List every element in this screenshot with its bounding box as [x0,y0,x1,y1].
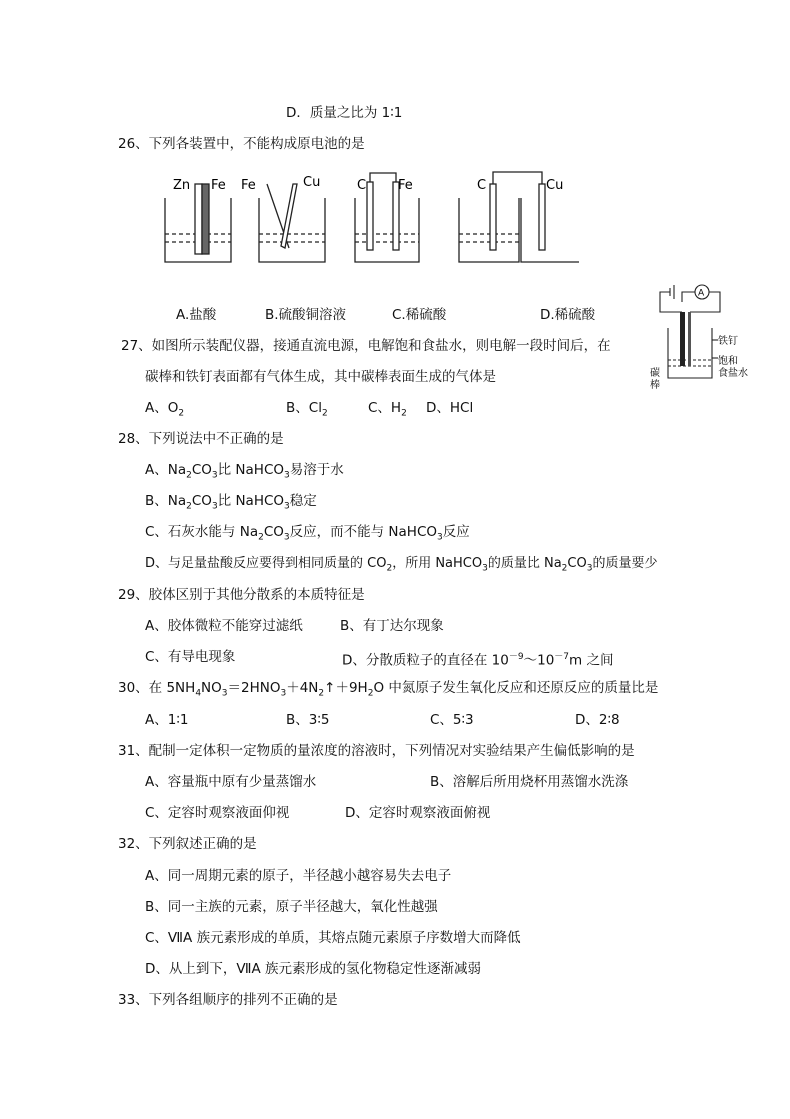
q31-stem: 31、配制一定体积一定物质的量浓度的溶液时，下列情况对实验结果产生偏低影响的是 [118,743,635,759]
q31-option-a: A、容量瓶中原有少量蒸馏水 [145,774,317,790]
q32-option-c: C、ⅦA 族元素形成的单质，其熔点随元素原子序数增大而降低 [145,930,521,946]
beaker-c-right-electrode-label: Fe [398,178,413,193]
q28-stem: 28、下列说法中不正确的是 [118,431,284,447]
q29-option-b: B、有丁达尔现象 [340,618,444,634]
beaker-b-left-electrode-label: Fe [241,178,256,193]
q30-option-d: D、2∶8 [575,712,620,728]
q30-option-b: B、3∶5 [286,712,330,728]
ammeter-label: A [698,288,705,299]
beaker-d-left-electrode-label: C [477,178,487,193]
q27-electrolysis-figure [640,282,760,391]
q33-stem: 33、下列各组顺序的排列不正确的是 [118,992,338,1008]
q26-option-b: B.硫酸铜溶液 [265,307,347,323]
q31-option-d: D、定容时观察液面俯视 [345,805,491,821]
q32-stem: 32、下列叙述正确的是 [118,836,257,852]
q29-stem: 29、胶体区别于其他分散系的本质特征是 [118,587,365,603]
q28-option-b: B、$Na_2CO_3$比 NaHCO$_3$稳定 [145,493,317,512]
q27-stem-line1: 27、如图所示装配仪器，接通直流电源，电解饱和食盐水，则电解一段时间后，在 [121,338,611,354]
q29-option-d: D、分散质粒子的直径在 $10^{-9}\sim 10^{-7}m$ 之间 [342,652,614,669]
q31-option-b: B、溶解后所用烧杯用蒸馏水洗涤 [430,774,629,790]
saline-label-2: 食盐水 [718,368,748,379]
q28-option-a: A、$Na_2CO_3$比 NaHCO$_3$易溶于水 [145,462,344,481]
q32-option-a: A、同一周期元素的原子，半径越小越容易失去电子 [145,868,452,884]
q28-option-c: C、石灰水能与 $Na_2CO_3$反应，而不能与 NaHCO$_3$反应 [145,524,470,543]
carbon-rod-label-1: 碳 [650,368,660,379]
carbon-rod-label-2: 棒 [650,380,660,391]
q28-option-d: D、与足量盐酸反应要得到相同质量的 $CO_2$，所用 NaHCO$_3$的质量比 $Na_2CO_3$的质量要少 [145,556,658,574]
beaker-c-left-electrode-label: C [357,178,367,193]
q27-option-b: B、$Cl_2$ [286,400,328,419]
beaker-b-right-electrode-label: Cu [303,175,321,190]
q27-option-c: C、$H_2$ [368,400,407,419]
q29-option-c: C、有导电现象 [145,649,236,665]
q26-option-d: D.稀硫酸 [540,307,596,323]
q32-option-d: D、从上到下，ⅦA 族元素形成的氢化物稳定性逐渐减弱 [145,961,482,977]
beaker-a-right-electrode-label: Fe [211,178,226,193]
beaker-d-right-electrode-label: Cu [546,178,564,193]
q26-option-c: C.稀硫酸 [392,307,447,323]
q27-option-d: D、HCl [426,400,474,416]
q31-option-c: C、定容时观察液面仰视 [145,805,290,821]
q27-option-a: A、$O_2$ [145,400,185,419]
q26-stem: 26、下列各装置中，不能构成原电池的是 [118,136,365,152]
q26-apparatus-figure [155,170,564,270]
q27-stem-line2: 碳棒和铁钉表面都有气体生成，其中碳棒表面生成的气体是 [145,369,496,385]
beaker-a-left-electrode-label: Zn [173,178,191,193]
iron-nail-label: 铁钉 [718,336,738,347]
q25-option-d: D．质量之比为 1∶1 [286,105,403,121]
saline-label-1: 饱和 [718,356,738,367]
q29-option-a: A、胶体微粒不能穿过滤纸 [145,618,303,634]
q26-option-a: A.盐酸 [176,307,217,323]
q30-option-c: C、5∶3 [430,712,474,728]
q30-stem: 30、在 $5NH_4NO_3=2HNO_3+4N_2↑+9H_2O$ 中氮原子发生氧化反应和还原反应的质量比是 [118,680,659,699]
q30-option-a: A、1∶1 [145,712,189,728]
q32-option-b: B、同一主族的元素，原子半径越大，氧化性越强 [145,899,438,915]
